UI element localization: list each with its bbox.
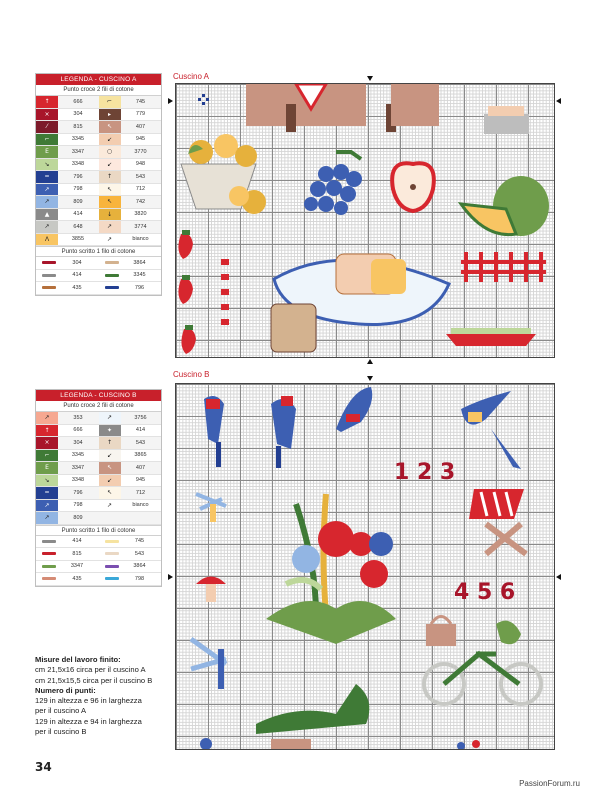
legend-row — [36, 121, 161, 134]
backstitch-line-swatch — [105, 286, 119, 289]
legend-cell — [36, 475, 99, 487]
color-swatch: ⌐ — [36, 134, 58, 146]
thread-code: 304 — [72, 259, 82, 266]
thread-code: bianco — [132, 502, 149, 509]
color-swatch: = — [36, 171, 58, 183]
color-swatch: ▸ — [99, 109, 121, 121]
chart-b-label: Cuscino B — [173, 370, 210, 379]
bicycle-motif — [424, 617, 541, 705]
legend-row — [36, 109, 161, 122]
legend-cell — [99, 96, 162, 108]
thread-code: 543 — [135, 173, 146, 180]
legend-cell — [36, 425, 99, 437]
thread-code: 666 — [73, 427, 83, 434]
legend-cell — [99, 475, 162, 487]
thread-code: 3347 — [71, 148, 85, 155]
thread-code: 742 — [135, 198, 146, 205]
legend-row — [36, 425, 161, 438]
backstitch-cell — [99, 551, 162, 557]
thread-code: 414 — [135, 427, 146, 434]
legend-cell — [36, 196, 99, 208]
color-swatch: E — [36, 146, 58, 158]
thread-code: 435 — [72, 284, 82, 291]
chart-a-center-marker-left — [168, 98, 173, 104]
backstitch-row — [36, 548, 161, 561]
legend-row — [36, 96, 161, 109]
thread-code: 414 — [72, 272, 82, 279]
legend-cell — [36, 500, 99, 512]
color-swatch: ↗ — [36, 412, 58, 424]
legend-b-title: LEGENDA - CUSCINO B — [36, 390, 161, 401]
color-swatch: × — [36, 437, 58, 449]
legend-row — [36, 184, 161, 197]
color-swatch: ↙ — [99, 475, 121, 487]
backstitch-line-swatch — [105, 577, 119, 580]
thread-code: 3347 — [71, 464, 85, 471]
legend-cuscino-b — [35, 389, 162, 587]
legend-cell — [36, 134, 99, 146]
flower-bouquet-motif — [266, 494, 396, 644]
legend-cell — [99, 134, 162, 146]
color-swatch: ↗ — [36, 196, 58, 208]
watermark: PassionForum.ru — [519, 779, 580, 788]
legend-cell — [99, 425, 162, 437]
legend-cell — [99, 500, 162, 512]
backstitch-row — [36, 257, 161, 270]
legend-cell — [99, 234, 162, 246]
backstitch-cell — [36, 576, 99, 582]
color-swatch: ↓ — [99, 209, 121, 221]
color-swatch: ↑ — [99, 437, 121, 449]
legend-cell — [36, 462, 99, 474]
legend-cell — [36, 171, 99, 183]
backstitch-line-swatch — [42, 552, 56, 555]
backstitch-cell — [36, 260, 99, 266]
chart-b-center-marker-left — [168, 574, 173, 580]
thread-code: 745 — [134, 538, 145, 545]
info-title: Misure del lavoro finito: — [35, 655, 121, 664]
info-size-a: cm 21,5x16 circa per il cuscino A — [35, 665, 146, 675]
bird-motif-3 — [336, 387, 372, 432]
legend-cell — [36, 221, 99, 233]
thread-code: 3345 — [133, 272, 146, 279]
backstitch-row — [36, 561, 161, 574]
thread-code: 3348 — [71, 161, 85, 168]
legend-cell — [36, 159, 99, 171]
legend-cell — [99, 462, 162, 474]
thread-code: 712 — [135, 186, 146, 193]
legend-b-back-rows — [36, 536, 161, 586]
chart-a-center-marker-top — [367, 76, 373, 81]
color-swatch: ↖ — [99, 196, 121, 208]
thread-code: 796 — [73, 173, 83, 180]
color-swatch: ↙ — [99, 134, 121, 146]
legend-cell — [99, 412, 162, 424]
color-swatch: ↑ — [36, 425, 58, 437]
red-dots-column — [221, 259, 229, 325]
info-points-a-line1: 129 in altezza e 96 in larghezza — [35, 696, 142, 706]
fence-motif — [461, 252, 546, 282]
legend-row — [36, 221, 161, 234]
legend-row — [36, 512, 161, 525]
thread-code: 648 — [73, 223, 83, 230]
thread-code: 3865 — [134, 452, 147, 459]
color-swatch: E — [36, 462, 58, 474]
legend-cell — [99, 221, 162, 233]
thread-code: 3864 — [133, 563, 146, 570]
legend-b-rows — [36, 412, 161, 525]
legend-cell — [36, 184, 99, 196]
dish-motif — [446, 334, 536, 346]
info-points-b-line2: per il cuscino B — [35, 727, 87, 737]
thread-code: 3348 — [71, 477, 85, 484]
legend-cell — [99, 109, 162, 121]
backstitch-cell — [99, 285, 162, 291]
thread-code: 945 — [135, 477, 146, 484]
color-swatch: ↑ — [36, 96, 58, 108]
legend-cell — [99, 196, 162, 208]
thread-code: 779 — [135, 111, 146, 118]
color-swatch: ↗ — [36, 184, 58, 196]
legend-row — [36, 462, 161, 475]
legend-a-full-cross-title: Punto croce 2 fili di cotone — [36, 85, 161, 96]
legend-cell — [36, 209, 99, 221]
chart-a-grid — [175, 83, 555, 358]
legend-cell — [36, 437, 99, 449]
backstitch-cell — [36, 563, 99, 569]
picnic-table-motif — [469, 489, 526, 554]
legend-row — [36, 500, 161, 513]
chart-a-center-marker-bottom — [367, 359, 373, 364]
legend-a-title: LEGENDA - CUSCINO A — [36, 74, 161, 85]
legend-cell — [99, 121, 162, 133]
color-swatch: ↙ — [99, 159, 121, 171]
thread-code: 3774 — [134, 223, 147, 230]
legend-cell — [99, 171, 162, 183]
thread-code: 798 — [134, 575, 145, 582]
backstitch-line-swatch — [42, 261, 56, 264]
bottom-leaves-motif — [200, 684, 480, 750]
color-swatch: ↗ — [36, 512, 58, 524]
thread-code: 798 — [73, 186, 83, 193]
backstitch-row — [36, 270, 161, 283]
thread-code: 3770 — [134, 148, 147, 155]
color-swatch: ↗ — [99, 234, 121, 246]
thread-code: 3864 — [133, 259, 146, 266]
info-points-b-line1: 129 in altezza e 94 in larghezza — [35, 716, 142, 726]
color-swatch: = — [36, 487, 58, 499]
legend-cell — [99, 209, 162, 221]
color-swatch: ↗ — [99, 412, 121, 424]
thread-code: 815 — [73, 123, 83, 130]
legend-row — [36, 475, 161, 488]
color-swatch: ↙ — [99, 450, 121, 462]
color-swatch: ⌐ — [36, 450, 58, 462]
legend-cell — [36, 487, 99, 499]
legend-row — [36, 412, 161, 425]
thread-code: 809 — [73, 514, 83, 521]
legend-b-full-cross-title: Punto croce 2 fili di cotone — [36, 401, 161, 412]
chart-a-label: Cuscino A — [173, 72, 210, 81]
color-swatch: ↗ — [36, 221, 58, 233]
legend-a-back-title: Punto scritto 1 filo di cotone — [36, 246, 161, 257]
chart-a-motifs — [176, 84, 555, 358]
thread-code: 809 — [73, 198, 83, 205]
color-swatch: ↖ — [99, 487, 121, 499]
thread-code: 3855 — [71, 236, 85, 243]
backstitch-line-swatch — [105, 565, 119, 568]
thread-code: 304 — [73, 111, 83, 118]
legend-cell — [99, 437, 162, 449]
thread-code: 798 — [73, 502, 83, 509]
backstitch-cell — [99, 576, 162, 582]
legend-row — [36, 437, 161, 450]
legend-cell — [36, 121, 99, 133]
thread-code: bianco — [132, 236, 149, 243]
backstitch-line-swatch — [105, 261, 119, 264]
color-swatch: ↗ — [99, 500, 121, 512]
basket-motif — [484, 114, 529, 134]
thread-code: 304 — [73, 439, 83, 446]
mushroom-motif — [196, 577, 226, 603]
thread-code: 3756 — [134, 414, 147, 421]
legend-row — [36, 196, 161, 209]
color-swatch: ✦ — [99, 425, 121, 437]
legend-row — [36, 234, 161, 247]
color-swatch: ↖ — [99, 462, 121, 474]
legend-cell — [36, 234, 99, 246]
backstitch-row — [36, 536, 161, 549]
thread-code: 435 — [72, 575, 82, 582]
thread-code: 712 — [135, 489, 146, 496]
color-swatch: ↘ — [36, 159, 58, 171]
thread-code: 796 — [73, 489, 83, 496]
color-swatch: ⁄ — [36, 121, 58, 133]
backstitch-cell — [36, 272, 99, 278]
backstitch-cell — [36, 551, 99, 557]
backstitch-line-swatch — [42, 286, 56, 289]
legend-cell — [36, 146, 99, 158]
info-size-b: cm 21,5x15,5 circa per il cuscino B — [35, 675, 153, 685]
chart-a-center-marker-right — [556, 98, 561, 104]
legend-a-rows — [36, 96, 161, 246]
chart-b-motifs — [176, 384, 555, 750]
finished-work-info — [35, 655, 165, 737]
strawberries-motif — [178, 230, 196, 354]
color-swatch: ↗ — [36, 500, 58, 512]
numbers-456: 4 5 6 — [454, 580, 516, 605]
backstitch-line-swatch — [42, 274, 56, 277]
legend-row — [36, 159, 161, 172]
legend-row — [36, 209, 161, 222]
thread-code: 407 — [135, 123, 146, 130]
backstitch-line-swatch — [105, 552, 119, 555]
legend-row — [36, 450, 161, 463]
thread-code: 3345 — [71, 452, 85, 459]
chart-b-center-marker-right — [556, 574, 561, 580]
color-swatch: Λ — [36, 234, 58, 246]
thread-code: 353 — [73, 414, 83, 421]
legend-b-back-title: Punto scritto 1 filo di cotone — [36, 525, 161, 536]
legend-row — [36, 171, 161, 184]
backstitch-cell — [36, 538, 99, 544]
thread-code: 3345 — [71, 136, 85, 143]
thread-code: 543 — [134, 550, 145, 557]
legend-row — [36, 487, 161, 500]
color-swatch: ↗ — [99, 221, 121, 233]
chart-b-center-marker-top — [367, 376, 373, 381]
thread-code: 666 — [73, 98, 83, 105]
legend-row — [36, 134, 161, 147]
backstitch-row — [36, 573, 161, 586]
backstitch-line-swatch — [42, 565, 56, 568]
legend-cell — [36, 96, 99, 108]
backstitch-line-swatch — [105, 540, 119, 543]
numbers-123: 1 2 3 — [394, 460, 456, 485]
color-swatch: ▲ — [36, 209, 58, 221]
dragonfly-small-motif — [196, 494, 226, 522]
thread-code: 414 — [73, 211, 83, 218]
legend-cell — [36, 109, 99, 121]
snowflake-motif — [198, 94, 209, 105]
thread-code: 407 — [135, 464, 146, 471]
legend-cell — [99, 450, 162, 462]
thread-code: 815 — [72, 550, 82, 557]
backstitch-cell — [99, 272, 162, 278]
info-points-title: Numero di punti: — [35, 685, 96, 695]
thread-code: 796 — [134, 284, 145, 291]
bird-motif-2 — [271, 396, 296, 468]
color-swatch: ↑ — [99, 171, 121, 183]
legend-cell — [36, 512, 99, 524]
thread-code: 3347 — [70, 563, 84, 570]
color-swatch: ⌐ — [99, 96, 121, 108]
color-swatch: ○ — [99, 146, 121, 158]
backstitch-line-swatch — [42, 540, 56, 543]
legend-cuscino-a — [35, 73, 162, 296]
thread-code: 948 — [135, 161, 146, 168]
legend-cell — [99, 159, 162, 171]
backstitch-cell — [99, 563, 162, 569]
thread-code: 3820 — [134, 211, 147, 218]
info-points-a-line2: per il cuscino A — [35, 706, 87, 716]
chart-b-grid — [175, 383, 555, 750]
thread-code: 414 — [72, 538, 82, 545]
page-number: 34 — [35, 760, 52, 774]
bird-motif-1 — [204, 396, 224, 467]
backstitch-cell — [99, 538, 162, 544]
dragonfly-large-motif — [191, 639, 226, 689]
legend-a-back-rows — [36, 257, 161, 295]
backstitch-cell — [99, 260, 162, 266]
bird-motif-4 — [461, 391, 521, 469]
legend-cell — [99, 512, 162, 524]
color-swatch: ↖ — [99, 184, 121, 196]
legend-cell — [99, 184, 162, 196]
backstitch-line-swatch — [105, 274, 119, 277]
color-swatch: ↘ — [36, 475, 58, 487]
backstitch-cell — [36, 285, 99, 291]
backstitch-line-swatch — [42, 577, 56, 580]
legend-cell — [99, 146, 162, 158]
legend-cell — [36, 412, 99, 424]
grapes-motif — [304, 164, 362, 215]
thread-code: 945 — [135, 136, 146, 143]
legend-row — [36, 146, 161, 159]
thread-code: 543 — [135, 439, 146, 446]
color-swatch: × — [36, 109, 58, 121]
thread-code: 745 — [135, 98, 146, 105]
legend-cell — [99, 487, 162, 499]
legend-cell — [36, 450, 99, 462]
color-swatch: ↖ — [99, 121, 121, 133]
backstitch-row — [36, 282, 161, 295]
